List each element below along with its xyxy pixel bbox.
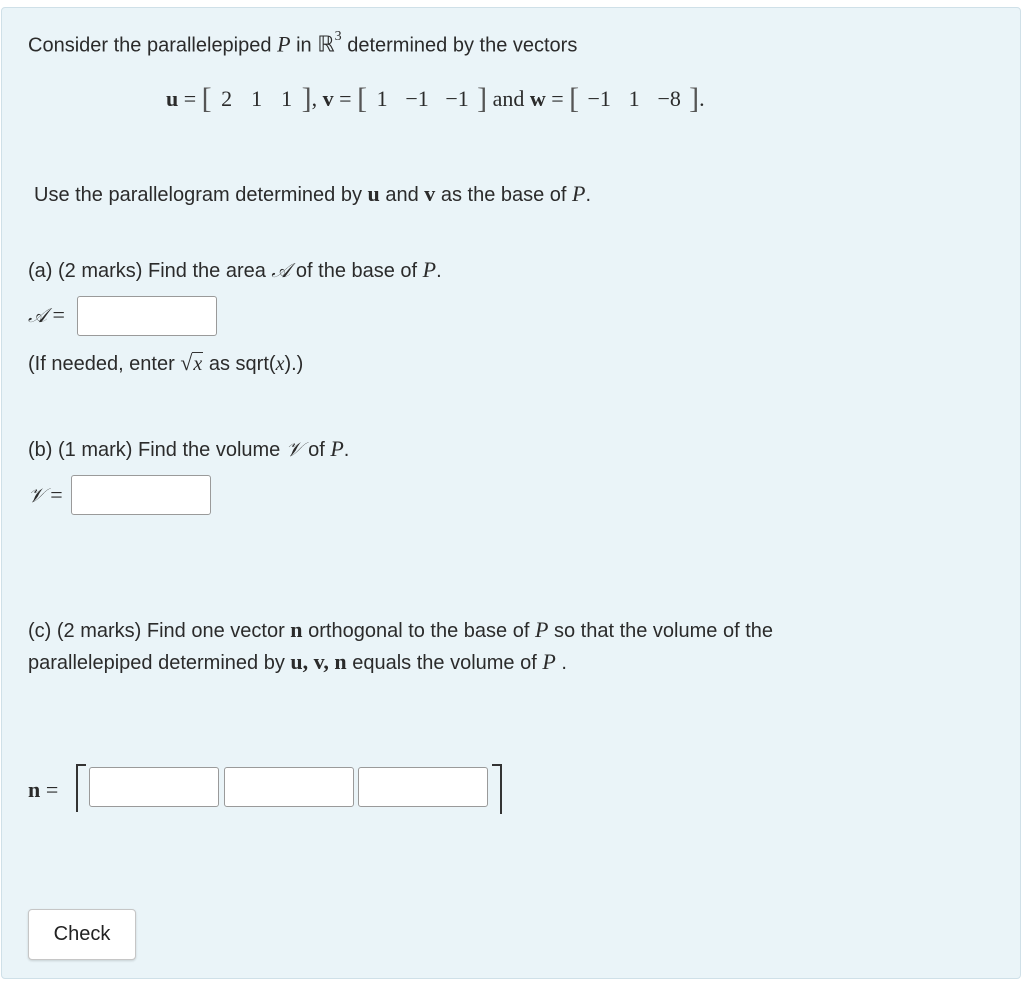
w-period: . [699,86,705,111]
base-end: . [585,184,592,206]
base-text-2: as the base of [440,184,567,206]
v-bracket-open: [ [357,82,368,115]
base-and: and [385,184,419,206]
normal-eq: = [45,777,59,802]
right-bracket [492,764,502,814]
part-c-end: . [561,652,567,674]
vectors-line [166,82,705,115]
part-c-P: P [534,617,549,642]
area-input-label [28,303,65,328]
v-label: v [322,86,334,111]
volume-input[interactable] [71,475,211,515]
base-u: u [367,181,380,206]
part-c-text: (c) (2 marks) Find one vector [28,620,285,642]
v-component: −1 [445,86,469,111]
part-a-end: . [436,260,442,282]
intro-R: ℝ [317,31,335,57]
u-bracket-close: ] [301,82,312,115]
part-c-text-3: so that the volume of the [553,620,773,642]
area-input[interactable] [77,296,217,336]
volume-input-label [28,483,63,508]
part-b-question [28,437,349,462]
hint-text-3: ).) [284,353,304,375]
part-c-text-2: orthogonal to the base of [308,620,530,642]
sqrt-symbol: √x [180,350,203,375]
intro-line [28,29,577,58]
normal-component-1-input[interactable] [89,767,219,807]
intro-exp: 3 [334,29,342,44]
part-b-rest: of [308,439,325,461]
intro-P: P [277,31,291,57]
normal-component-2-input[interactable] [224,767,354,807]
part-a-P: P [422,257,437,282]
volume-symbol: 𝒱 [285,437,303,461]
u-label: u [166,86,179,111]
v-bracket-close: ] [477,82,488,115]
base-text: Use the parallelogram determined by [34,184,362,206]
hint-x: x [275,353,285,375]
part-b-label: (b) (1 mark) Find the volume [28,439,281,461]
w-eq: = [551,86,564,111]
v-component: 1 [376,86,388,111]
part-a-label: (a) (2 marks) Find the area [28,260,266,282]
part-c-line-1 [28,618,773,643]
intro-text: Consider the parallelepiped [28,34,272,57]
volume-eq: = [50,482,63,507]
sqrt-hint [28,351,303,376]
sqrt-x: x [193,353,203,375]
area-symbol: 𝒜 [271,258,291,282]
base-v: v [424,181,436,206]
intro-in: in [296,34,312,57]
part-c-text-5: equals the volume of [352,652,537,674]
normal-input-symbol: n [28,777,41,802]
normal-input-label [28,778,58,803]
w-bracket-open: [ [569,82,580,115]
u-component: 1 [251,86,263,111]
normal-component-3-input[interactable] [358,767,488,807]
area-input-symbol: 𝒜 [28,303,47,327]
part-c-line-2 [28,650,567,675]
v-eq: = [339,86,352,111]
part-b-end: . [343,439,350,461]
volume-input-symbol: 𝒱 [28,483,45,507]
hint-text-2: as sqrt( [208,353,276,375]
u-component: 1 [281,86,293,111]
and-word: and [492,86,525,111]
hint-text: (If needed, enter [28,353,175,375]
left-bracket [76,764,86,812]
w-bracket-close: ] [689,82,700,115]
w-component: −1 [587,86,611,111]
base-line [34,182,591,207]
part-a-rest: of the base of [295,260,418,282]
u-eq: = [183,86,197,111]
part-c-uvn: u, v, n [290,649,347,674]
v-component: −1 [405,86,429,111]
u-bracket-open: [ [201,82,212,115]
w-component: −8 [657,86,681,111]
intro-text-end: determined by the vectors [347,34,578,57]
u-comma: , [311,86,318,111]
part-c-text-4: parallelepiped determined by [28,652,285,674]
part-c-P2: P [542,649,556,674]
part-b-P: P [330,436,344,461]
part-c-n: n [290,617,303,642]
u-component: 2 [221,86,233,111]
base-P: P [572,181,586,206]
part-a-question [28,258,442,283]
area-eq: = [52,302,65,327]
w-component: 1 [628,86,640,111]
w-label: w [529,86,546,111]
check-button[interactable]: Check [28,909,136,960]
